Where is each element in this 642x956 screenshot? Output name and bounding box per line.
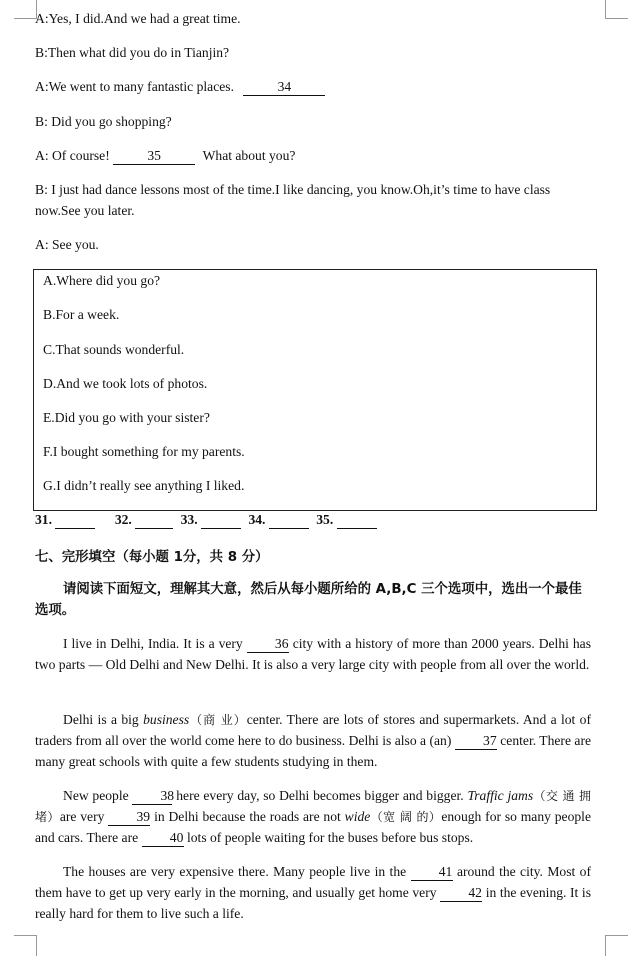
- corner-mark-bottom-right: [605, 935, 628, 956]
- p3-text-a: New people: [63, 788, 129, 803]
- p3-text-b: here every day, so Delhi becomes bigger and bigger.: [176, 788, 464, 803]
- blank-34[interactable]: 34: [243, 80, 325, 96]
- p3-gloss-2: （宽 阔 的）: [370, 809, 442, 824]
- p1-text-a: I live in Delhi, India. It is a very: [63, 636, 243, 651]
- p3-gloss-1: （交 通 拥 堵）: [35, 789, 592, 824]
- blank-37[interactable]: 37: [455, 734, 497, 750]
- blank-42[interactable]: 42: [440, 886, 482, 902]
- p2-text-c: center. There are many great schools with quite a few students studying in them.: [35, 732, 592, 769]
- answer-blank-32[interactable]: [135, 513, 173, 529]
- answer-label-33: 33.: [180, 512, 198, 527]
- p3-wide: wide: [344, 808, 371, 824]
- blank-35[interactable]: 35: [113, 149, 195, 165]
- answer-blank-33[interactable]: [201, 513, 241, 529]
- option-g: G.I didn’t really see anything I liked.: [43, 478, 245, 493]
- p3-text-d: in Delhi because the roads are not: [154, 808, 341, 824]
- option-f: F.I bought something for my parents.: [43, 444, 245, 459]
- passage-paragraph-2: [35, 710, 591, 772]
- p2-gloss: （商 业）: [189, 713, 247, 727]
- answer-label-31: 31.: [35, 512, 52, 527]
- blank-36[interactable]: 36: [247, 637, 289, 653]
- answer-blank-34[interactable]: [269, 513, 309, 529]
- corner-mark-top-left: [14, 0, 37, 19]
- blank-39[interactable]: 39: [108, 810, 150, 826]
- dialogue-line-1: A:Yes, I did.And we had a great time.: [35, 11, 241, 26]
- dialogue-line-6a: B: I just had dance lessons most of the time.I like dancing, you know.Oh,it’s time to have class: [35, 182, 551, 197]
- answer-blank-31[interactable]: [55, 513, 95, 529]
- p2-text-a: Delhi is a big: [63, 712, 139, 727]
- answer-row: [35, 512, 381, 529]
- options-box: [33, 269, 597, 511]
- corner-mark-bottom-left: [14, 935, 37, 956]
- dialogue-line-5: [35, 148, 295, 165]
- answer-label-34: 34.: [248, 512, 266, 527]
- dialogue-line-3: [35, 79, 325, 96]
- p2-text-b: center. There are lots of stores and supermarkets. And a lot of traders from all over the world come here to do business. Delhi is also a (an): [35, 712, 591, 748]
- blank-38[interactable]: 38: [132, 789, 172, 805]
- blank-41[interactable]: 41: [411, 865, 453, 881]
- dialogue-line-3-text: A:We went to many fantastic places.: [35, 79, 234, 94]
- p3-traffic: Traffic jams: [467, 788, 534, 803]
- corner-mark-top-right: [605, 0, 628, 19]
- option-d: D.And we took lots of photos.: [43, 376, 208, 391]
- passage-paragraph-1: [35, 634, 591, 676]
- p2-business: business: [143, 712, 190, 727]
- dialogue-line-4: B: Did you go shopping?: [35, 114, 172, 129]
- p4-text-a: The houses are very expensive there. Many people live in the: [63, 864, 407, 879]
- option-a: A.Where did you go?: [43, 273, 161, 288]
- answer-label-32: 32.: [114, 512, 132, 527]
- p3-text-f: lots of people waiting for the buses before bus stops.: [186, 829, 474, 845]
- dialogue-line-5-text: A: Of course!: [35, 148, 110, 163]
- p3-text-c: are very: [59, 808, 105, 824]
- dialogue-line-2: B:Then what did you do in Tianjin?: [35, 45, 230, 60]
- option-b: B.For a week.: [43, 307, 120, 322]
- option-e: E.Did you go with your sister?: [43, 410, 210, 425]
- section-title: 七、完形填空（每小题 1分，共 8 分）: [35, 550, 269, 565]
- p4-text-c: in the evening. It is really hard for them to live such a life.: [35, 884, 591, 921]
- dialogue-line-7: A: See you.: [35, 237, 99, 252]
- passage-paragraph-3: [35, 786, 591, 848]
- p4-text-b: around the city. Most of them have to get up very early in the morning, and usually get home very: [35, 864, 591, 900]
- blank-40[interactable]: 40: [142, 831, 184, 847]
- answer-label-35: 35.: [316, 512, 334, 527]
- dialogue-line-5-after: What about you?: [202, 148, 296, 163]
- p3-text-e: enough for so many people and cars. There are: [35, 808, 591, 845]
- passage-paragraph-4: [35, 862, 591, 924]
- section-instruction: 请阅读下面短文，理解其大意，然后从每小题所给的 A,B,C 三个选项中，选出一个最佳选项。: [35, 582, 582, 618]
- answer-blank-35[interactable]: [337, 513, 377, 529]
- p1-text-b: city with a history of more than 2000 years. Delhi has two parts — Old Delhi and New Delhi. It is also a very large city with people from all over the world.: [35, 636, 591, 672]
- dialogue-line-6b: now.See you later.: [35, 203, 135, 218]
- option-c: C.That sounds wonderful.: [43, 342, 185, 357]
